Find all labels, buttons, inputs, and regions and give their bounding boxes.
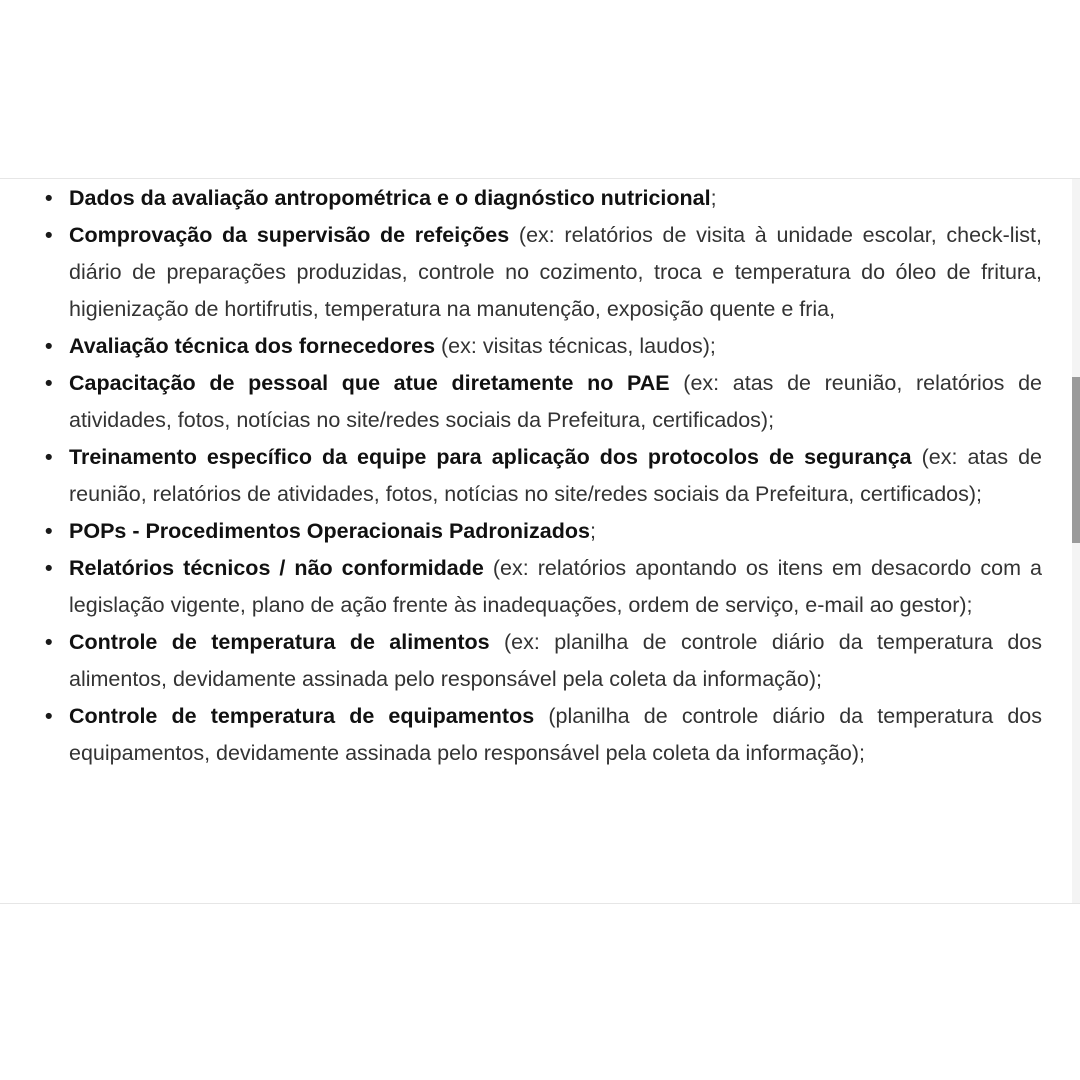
bullet-icon: • xyxy=(45,186,53,210)
list-item xyxy=(0,698,1042,772)
item-title: Capacitação de pessoal que atue diretamente no PAE xyxy=(69,371,670,395)
item-title: Relatórios técnicos / não conformidade xyxy=(69,556,484,580)
bullet-icon: • xyxy=(45,334,53,358)
bullet-icon: • xyxy=(45,556,53,580)
bullet-icon: • xyxy=(45,630,53,654)
item-detail: (ex: visitas técnicas, laudos); xyxy=(435,334,716,358)
item-title: Dados da avaliação antropométrica e o diagnóstico nutricional xyxy=(69,186,711,210)
list-item xyxy=(0,180,1042,217)
item-title: Controle de temperatura de alimentos xyxy=(69,630,490,654)
item-detail: ; xyxy=(710,186,717,210)
bullet-icon: • xyxy=(45,704,53,728)
document-panel xyxy=(0,178,1080,904)
item-title: POPs - Procedimentos Operacionais Padronizados xyxy=(69,519,590,543)
bullet-icon: • xyxy=(45,445,53,469)
list-item xyxy=(0,513,1042,550)
list-item xyxy=(0,624,1042,698)
item-title: Controle de temperatura de equipamentos xyxy=(69,704,535,728)
requirements-list xyxy=(0,179,1042,772)
item-detail: (ex: relatórios de visita à unidade escolar, check-list, diário de preparações produzidas, controle no cozimento, troca e temperatura do óleo de fritura, higienização de hortifrutis, temperatura na manutenção, exposição quente e fria, xyxy=(69,223,1042,321)
item-title: Treinamento específico da equipe para aplicação dos protocolos de segurança xyxy=(69,445,912,469)
item-title: Comprovação da supervisão de refeições xyxy=(69,223,510,247)
item-detail: (planilha de controle diário da temperatura dos equipamentos, devidamente assinada pelo responsável pela coleta da informação); xyxy=(69,704,1043,765)
scrollbar-thumb[interactable] xyxy=(1072,377,1080,543)
list-item xyxy=(0,328,1042,365)
list-item xyxy=(0,439,1042,513)
item-detail: ; xyxy=(589,519,596,543)
item-detail: (ex: atas de reunião, relatórios de atividades, fotos, notícias no site/redes sociais da Prefeitura, certificados); xyxy=(69,371,1042,432)
item-detail: (ex: planilha de controle diário da temperatura dos alimentos, devidamente assinada pelo responsável pela coleta da informação); xyxy=(69,630,1043,691)
scrollbar-track[interactable] xyxy=(1072,179,1080,903)
bullet-icon: • xyxy=(45,371,53,395)
item-detail: (ex: relatórios apontando os itens em desacordo com a legislação vigente, plano de ação frente às inadequações, ordem de serviço, e-mail ao gestor); xyxy=(69,556,1042,617)
list-item xyxy=(0,217,1042,328)
list-item xyxy=(0,365,1042,439)
item-detail: (ex: atas de reunião, relatórios de atividades, fotos, notícias no site/redes sociais da Prefeitura, certificados); xyxy=(69,445,1042,506)
item-title: Avaliação técnica dos fornecedores xyxy=(69,334,436,358)
bullet-icon: • xyxy=(45,519,53,543)
list-item xyxy=(0,550,1042,624)
bullet-icon: • xyxy=(45,223,53,247)
